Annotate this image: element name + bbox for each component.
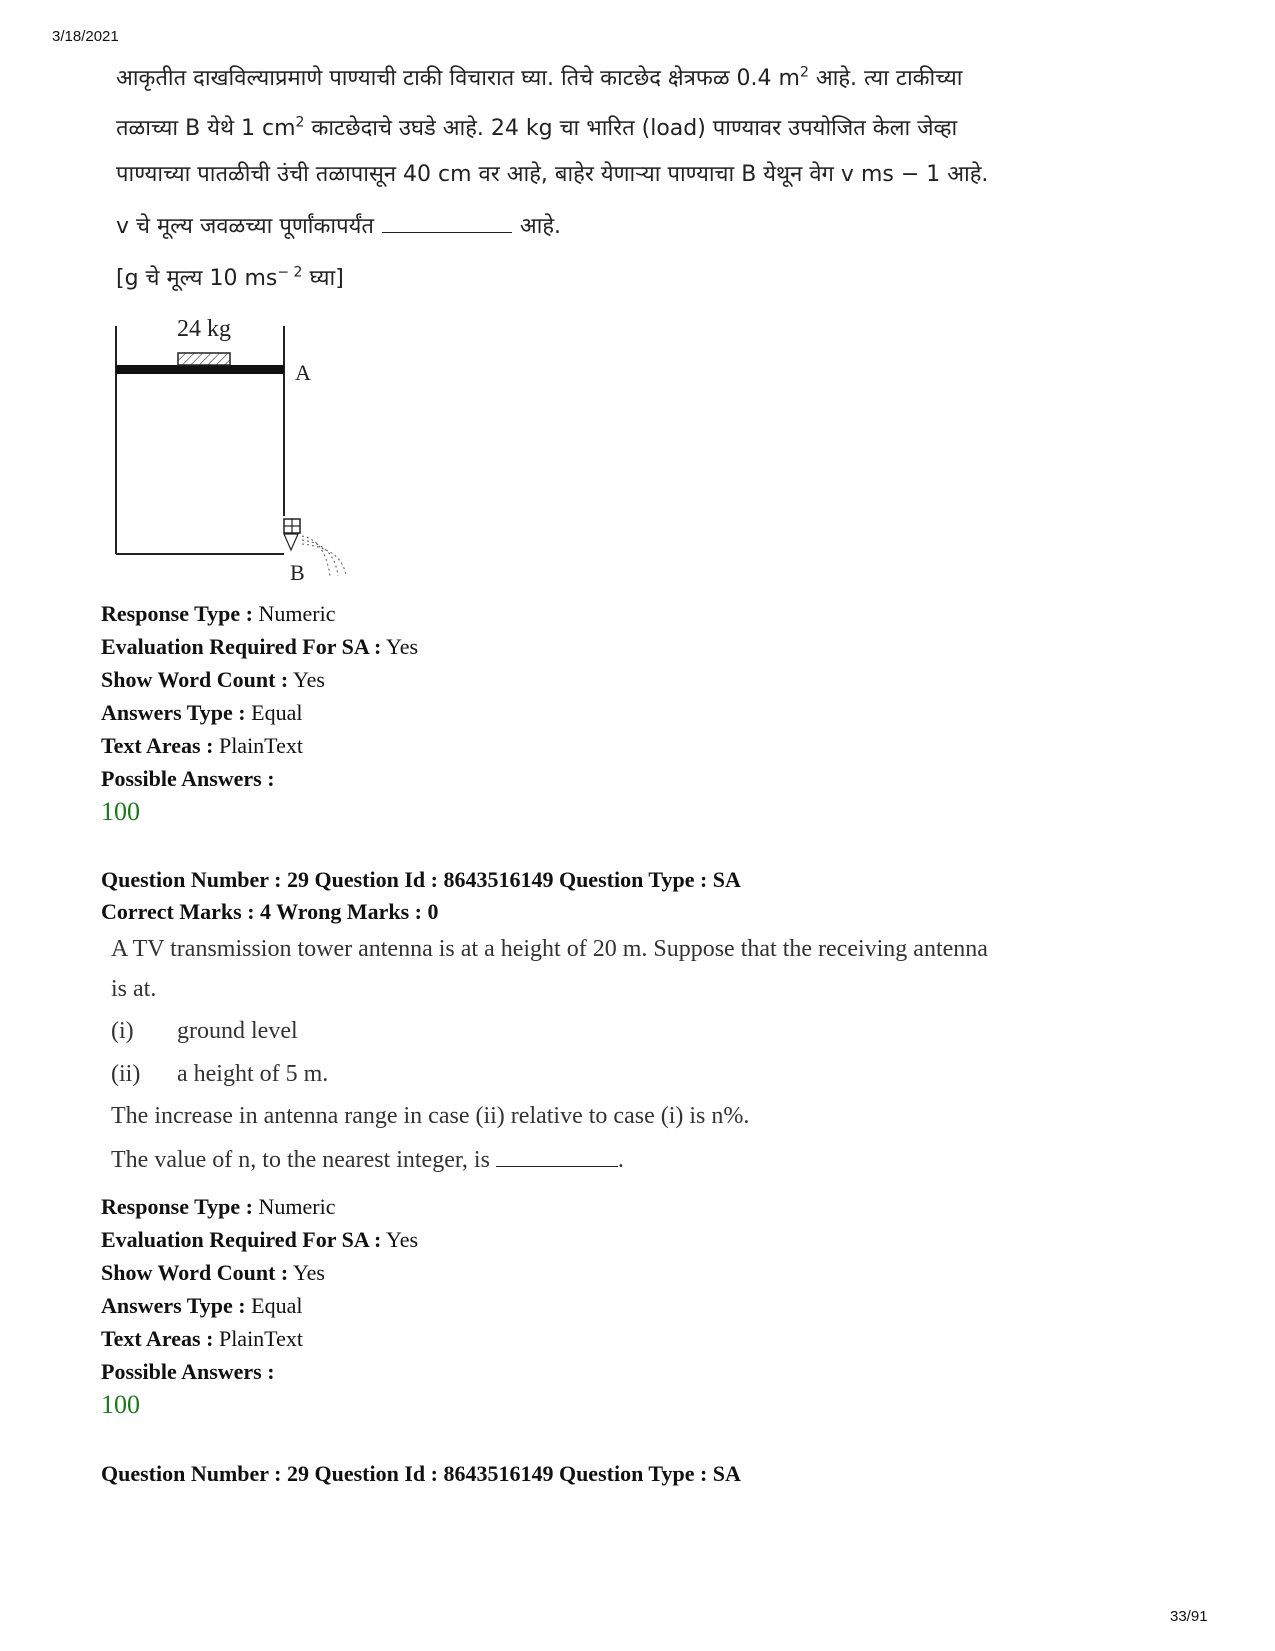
piston xyxy=(116,365,284,374)
question-text-line: तळाच्या B येथे 1 $cm^2$ काटछेदाचे उघडे आहे. 24 kg चा भारित (load) पाण्यावर उपयोजित केला जेव्हा xyxy=(116,114,958,141)
print-date: 3/18/2021 xyxy=(52,28,119,45)
question-text-line: पाण्याच्या पातळीची उंची तळापासून 40 cm वर आहे, बाहेर येणाऱ्या पाण्याचा B येथून वेग v ms − 1 आहे. xyxy=(116,162,989,187)
question-meta: Response Type : Numeric Evaluation Required For SA : Yes Show Word Count : Yes Answers Type : Equal Text Areas : PlainText Possible Answers : 100 xyxy=(101,1194,419,1419)
water-jet xyxy=(302,536,330,576)
question-text: A TV transmission tower antenna is at a height of 20 m. Suppose that the receiving antenna is at. (i) ground level (ii) a height of 5 m. The increase in antenna range in case (ii) relative to case (i) is n%. The value of n, to the nearest integer, is . xyxy=(111,936,988,1173)
question-text-line: आकृतीत दाखविल्याप्रमाणे पाण्याची टाकी विचारात घ्या. तिचे काटछेद क्षेत्रफळ 0.4 $m^2$ आहे. त्या टाकीच्या xyxy=(116,64,963,91)
page-number: 33/91 xyxy=(1170,1608,1208,1625)
possible-answer: 100 xyxy=(101,1390,140,1419)
outlet-nozzle xyxy=(284,534,298,550)
mass-label: 24 kg xyxy=(177,318,231,342)
label-a: A xyxy=(295,360,311,385)
answer-blank xyxy=(382,218,512,233)
possible-answer: 100 xyxy=(101,797,140,826)
question-text-line: v चे मूल्य जवळच्या पूर्णांकापर्यंत आहे. xyxy=(116,214,562,239)
question-meta: Response Type : Numeric Evaluation Required For SA : Yes Show Word Count : Yes Answers Type : Equal Text Areas : PlainText Possible Answers : 100 xyxy=(101,601,419,826)
question-header: Question Number : 29 Question Id : 8643516149 Question Type : SA xyxy=(101,1461,741,1486)
label-b: B xyxy=(290,560,305,585)
question-text-line: [g चे मूल्य 10 $ms^{- 2}$ घ्या] xyxy=(116,264,344,291)
tank-diagram xyxy=(110,318,370,590)
question-header: Question Number : 29 Question Id : 8643516149 Question Type : SA Correct Marks : 4 Wrong Marks : 0 xyxy=(101,867,741,924)
answer-blank xyxy=(496,1150,618,1167)
mass-block xyxy=(178,353,230,365)
